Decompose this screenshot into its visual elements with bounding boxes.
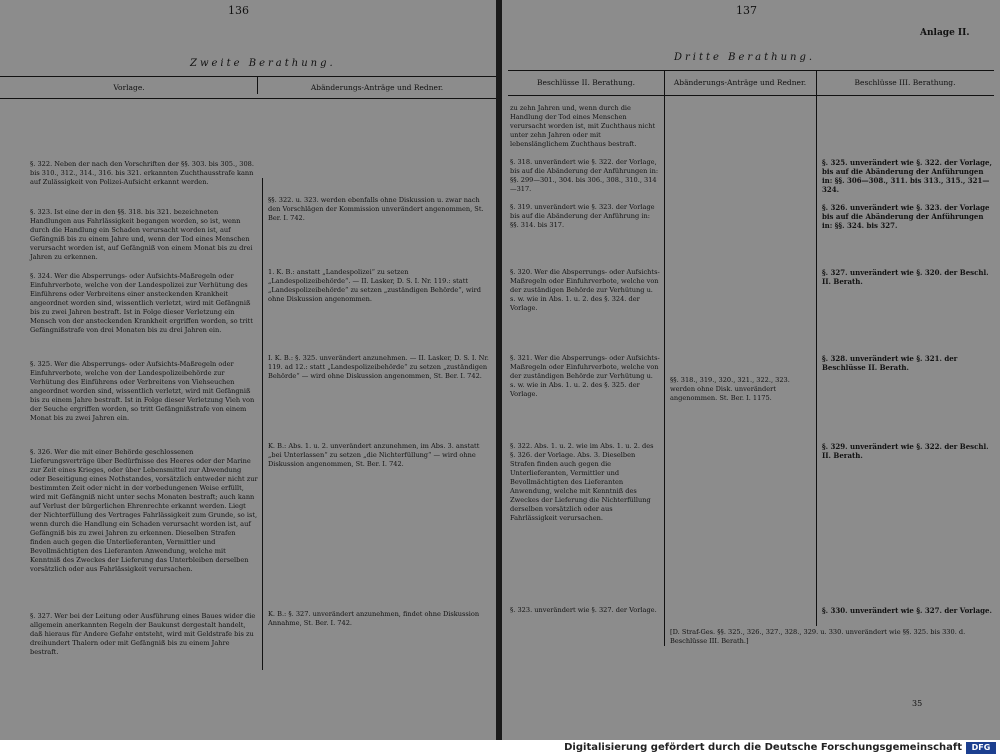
vorlage-paragraph: §. 326. Wer die mit einer Behörde geschlossenen Lieferungsverträge über Bedürfnisse des Heeres oder der Marine zur Zeit eines Krieges, oder über Lebensmittel zur Abwendung oder Beseitigung eines Nothstandes, vorsätzlich entweder nicht zur bestimmten Zeit oder nicht in der vorbedungenen Weise erfüllt, wird mit Gefängniß nicht unter sechs Monaten bestraft; auch kann auf Verlust der bürgerlichen Ehrenrechte erkannt werden. Liegt der Nichterfüllung des Vertrages Fahrlässigkeit zum Grunde, so ist, wenn durch die Handlung ein Schaden verursacht worden ist, auf Gefängniß bis zu zwei Jahren zu erkennen. Dieselben Strafen finden auch gegen die Unterlieferanten, Vermittler und Bevollmächtigten des Lieferanten Anwendung, welche mit Kenntniß des Zweckes der Lieferung das Unterbleiben derselben vorsätzlich oder aus Fahrlässigkeit verursachen. bbox=[30, 448, 258, 573]
running-head-left: Zweite Berathung. bbox=[190, 58, 336, 69]
column-divider-right-1 bbox=[664, 70, 665, 646]
digitization-footer bbox=[0, 740, 1000, 756]
beschluss-iii-entry: §. 326. unverändert wie §. 323. der Vorlage bis auf die Abänderung der Anführungen in: §§. 324. bis 327. bbox=[822, 203, 990, 230]
column-divider-left bbox=[262, 178, 263, 670]
beschluss-iii-entry: §. 328. unverändert wie §. 321. der Beschlüsse II. Berath. bbox=[822, 354, 958, 372]
beschluss-ii-entry: zu zehn Jahren und, wenn durch die Handlung der Tod eines Menschen verursacht worden ist, mit Zuchthaus nicht unter zehn Jahren oder mit lebenslänglichem Zuchthaus bestraft. bbox=[510, 104, 656, 148]
rule-top-left bbox=[0, 76, 496, 77]
rule-head-left bbox=[0, 98, 496, 99]
page-number-left: 136 bbox=[228, 4, 249, 17]
beschluss-ii-entry: §. 318. unverändert wie §. 322. der Vorlage, bis auf die Abänderung der Anführungen in: §§. 299—301., 304. bis 306., 308., 310., 314—317. bbox=[510, 158, 659, 193]
rule-top-right bbox=[508, 70, 994, 71]
column-head-antraege-right: Abänderungs-Anträge und Redner. bbox=[673, 78, 807, 87]
beschluss-ii-entry: §. 320. Wer die Absperrungs- oder Aufsichts-Maßregeln oder Einfuhrverbote, welche von der zuständigen Behörde zur Verhütung u. s. w. wie in Abs. 1. u. 2. des §. 324. der Vorlage. bbox=[510, 268, 660, 312]
antrag-entry: K. B.: Abs. 1. u. 2. unverändert anzunehmen, im Abs. 3. anstatt „bei Unterlassen“ zu setzen „die Nichterfüllung“ — wird ohne Diskussion angenommen, St. Ber. I. 742. bbox=[268, 442, 480, 468]
running-head-right: Dritte Berathung. bbox=[674, 52, 816, 63]
antrag-entry: 1. K. B.: anstatt „Landespolizei“ zu setzen „Landespolizeibehörde“. — II. Lasker, D. S. I. Nr. 119.: statt „Landespolizeibehörde“ zu setzen „zuständigen Behörde“, wird ohne Diskussion angenommen. bbox=[268, 268, 481, 303]
antrag-entry: §§. 322. u. 323. werden ebenfalls ohne Diskussion u. zwar nach den Vorschlägen der Kommission unverändert angenommen, St. Ber. I. 742. bbox=[268, 196, 484, 222]
dfg-logo-icon: DFG bbox=[966, 742, 996, 754]
vorlage-paragraph: §. 323. Ist eine der in den §§. 318. bis 321. bezeichneten Handlungen aus Fahrlässigkeit begangen worden, so ist, wenn durch die Handlung ein Schaden verursacht worden ist, auf Gefängniß bis zu einem Jahre und, wenn der Tod eines Menschen verursacht worden ist, auf Gefängniß von einem Monat bis zu drei Jahren zu erkennen. bbox=[30, 208, 253, 261]
column-head-beschluesse-ii: Beschlüsse II. Berathung. bbox=[537, 78, 635, 87]
beschluss-ii-entry: §. 319. unverändert wie §. 323. der Vorlage bis auf die Abänderung der Anführung in: §§. 314. bis 317. bbox=[510, 203, 655, 229]
column-divider-head-left bbox=[257, 76, 258, 94]
vorlage-paragraph: §. 327. Wer bei der Leitung oder Ausführung eines Baues wider die allgemein anerkannten Regeln der Baukunst dergestalt handelt, daß hieraus für Andere Gefahr entsteht, wird mit Geldstrafe bis zu dreihundert Thalern oder mit Gefängniß bis zu einem Jahre bestraft. bbox=[30, 612, 256, 656]
column-head-antraege-left: Abänderungs-Anträge und Redner. bbox=[310, 83, 444, 92]
column-head-vorlage: Vorlage. bbox=[113, 83, 145, 92]
anlage-label: Anlage II. bbox=[920, 28, 970, 38]
beschluss-iii-entry: §. 329. unverändert wie §. 322. der Beschl. II. Berath. bbox=[822, 442, 989, 460]
funding-note: Digitalisierung gefördert durch die Deutsche Forschungsgemeinschaft bbox=[564, 742, 962, 753]
left-page bbox=[0, 0, 496, 740]
antrag-entry: I. K. B.: §. 325. unverändert anzunehmen. — II. Lasker, D. S. I. Nr. 119. ad 12.: statt „Landespolizeibehörde“ zu setzen „zuständigen Behörde“ — wird ohne Diskussion angenommen, St. Ber. I. 742. bbox=[268, 354, 489, 380]
vorlage-paragraph: §. 324. Wer die Absperrungs- oder Aufsichts-Maßregeln oder Einfuhrverbote, welche von der Landespolizei zur Verhütung des Einführens oder Verbreitens einer ansteckenden Krankheit angeordnet worden sind, wissentlich verletzt, wird mit Gefängniß bis zu zwei Jahren bestraft. Ist in Folge dieser Verletzung ein Mensch von der ansteckenden Krankheit ergriffen worden, so tritt Gefängnißstrafe von drei Monaten bis zu drei Jahren ein. bbox=[30, 272, 253, 334]
rule-head-right bbox=[508, 95, 994, 96]
vorlage-paragraph: §. 325. Wer die Absperrungs- oder Aufsichts-Maßregeln oder Einfuhrverbote, welche von der Landespolizeibehörde zur Verhütung des Einführens oder Verbreitens von Viehseuchen angeordnet worden sind, wissentlich verletzt, wird mit Gefängniß bis zu einem Jahre bestraft. Ist in Folge dieser Verletzung Vieh von der Seuche ergriffen worden, so tritt Gefängnißstrafe von einem Monat bis zu zwei Jahren ein. bbox=[30, 360, 255, 422]
beschluss-iii-entry: §. 325. unverändert wie §. 322. der Vorlage, bis auf die Abänderung der Anführungen in: §§. 306—308., 311. bis 313., 315., 321—324. bbox=[822, 158, 992, 194]
antrag-right-entry: §§. 318., 319., 320., 321., 322., 323. werden ohne Disk. unverändert angenommen. St. Ber. I. 1175. bbox=[670, 376, 790, 402]
beschluss-iii-entry: §. 330. unverändert wie §. 327. der Vorlage. bbox=[822, 606, 992, 615]
antrag-entry: K. B.: §. 327. unverändert anzunehmen, findet ohne Diskussion Annahme, St. Ber. I. 742. bbox=[268, 610, 480, 627]
beschluss-iii-entry: §. 327. unverändert wie §. 320. der Beschl. II. Berath. bbox=[822, 268, 989, 286]
page-number-right: 137 bbox=[736, 4, 757, 17]
folio-number: 35 bbox=[912, 699, 923, 708]
beschluss-ii-entry: §. 323. unverändert wie §. 327. der Vorlage. bbox=[510, 606, 657, 614]
beschluss-ii-entry: §. 321. Wer die Absperrungs- oder Aufsichts-Maßregeln oder Einfuhrverbote, welche von der zuständigen Behörde zur Verhütung u. s. w. wie in Abs. 1. u. 2. des §. 325. der Vorlage. bbox=[510, 354, 660, 398]
strafgesetz-note: [D. Straf-Ges. §§. 325., 326., 327., 328., 329. u. 330. unverändert wie §§. 325. bis 330. d. Beschlüsse III. Berath.] bbox=[670, 628, 966, 645]
right-page bbox=[502, 0, 1000, 740]
beschluss-ii-entry: §. 322. Abs. 1. u. 2. wie im Abs. 1. u. 2. des §. 326. der Vorlage. Abs. 3. Dieselben Strafen finden auch gegen die Unterlieferanten, Vermittler und Bevollmächtigten des Lieferanten Anwendung, welche mit Kenntniß des Zweckes der Lieferung die Nichterfüllung derselben vorsätzlich oder aus Fahrlässigkeit verursachen. bbox=[510, 442, 654, 522]
column-divider-right-2 bbox=[816, 70, 817, 626]
column-head-beschluesse-iii: Beschlüsse III. Berathung. bbox=[854, 78, 956, 87]
vorlage-paragraph: §. 322. Neben der nach den Vorschriften der §§. 303. bis 305., 308. bis 310., 312., 314., 316. bis 321. erkannten Zuchthausstrafe kann auf Zulässigkeit von Polizei-Aufsicht erkannt werden. bbox=[30, 160, 254, 186]
